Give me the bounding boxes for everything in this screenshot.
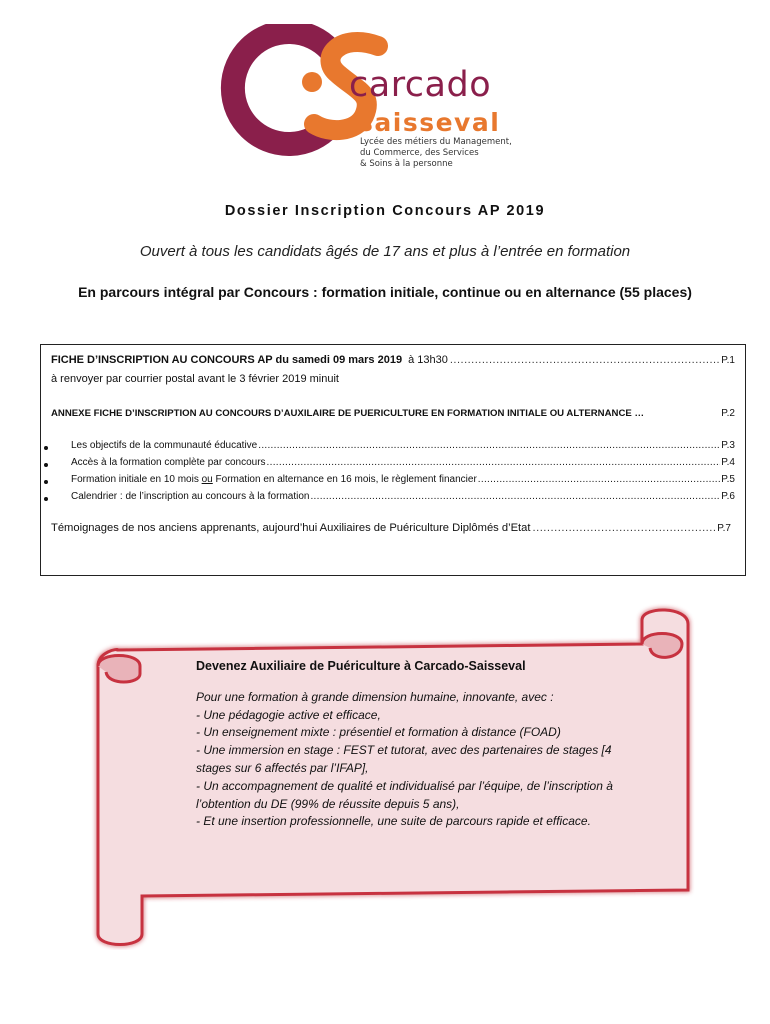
logo-tagline-line: du Commerce, des Services <box>360 148 479 158</box>
bullet-icon <box>44 446 48 450</box>
toc-fiche-title: FICHE D’INSCRIPTION AU CONCOURS AP du samedi 09 mars 2019 <box>51 354 403 366</box>
scroll-line: - Une immersion en stage : FEST et tutorat, avec des partenaires de stages [4 <box>196 743 612 758</box>
scroll-line: - Un accompagnement de qualité et individualisé par l’équipe, de l’inscription à <box>196 778 613 793</box>
toc-fiche-time: à 13h30 <box>408 354 448 366</box>
logo-tagline <box>360 137 512 170</box>
scroll-content <box>196 658 666 831</box>
list-item-text: Les objectifs de la communauté éducative <box>71 440 258 451</box>
document-title: Dossier Inscription Concours AP 2019 <box>224 203 546 219</box>
list-item <box>71 440 735 457</box>
scroll-line: stages sur 6 affectés par l’IFAP], <box>196 760 369 775</box>
toc-fiche-note: à renvoyer par courrier postal avant le 3 février 2019 minuit <box>51 373 339 385</box>
logo-tagline-line: Lycée des métiers du Management, <box>360 137 512 147</box>
toc-annexe-title: ANNEXE FICHE D’INSCRIPTION AU CONCOURS D’AUXILAIRE DE PUERICULTURE EN FORMATION INITIALE OU ALTERNANCE … <box>51 408 645 419</box>
list-item-text: Formation en alternance en 16 mois, le règlement financier <box>212 474 477 485</box>
toc-temoignages-title: Témoignages de nos anciens apprenants, aujourd’hui Auxiliaires de Puériculture Diplômés d’Etat <box>51 522 531 534</box>
toc-page-number: P.6 <box>721 491 735 502</box>
toc-page-number: P.1 <box>721 355 735 366</box>
list-item-text: Accès à la formation complète par concours <box>71 457 266 468</box>
logo-word-carcado: carcado <box>349 65 492 105</box>
toc-leader <box>310 491 720 502</box>
toc-leader <box>450 354 719 366</box>
toc-leader <box>532 522 715 534</box>
carcado-saisseval-logo <box>218 24 548 174</box>
document-subtitle: Ouvert à tous les candidats âgés de 17 ans et plus à l’entrée en formation <box>139 243 631 260</box>
toc-entry-annexe <box>51 408 735 419</box>
list-item <box>71 474 735 491</box>
list-item <box>71 491 735 508</box>
logo-word-saisseval: saisseval <box>358 108 501 137</box>
scroll-line: - Une pédagogie active et efficace, <box>196 707 381 722</box>
list-item <box>71 457 735 474</box>
toc-leader <box>267 457 721 468</box>
toc-page-number: P.4 <box>721 457 735 468</box>
toc-leader <box>258 440 720 451</box>
logo-tagline-line: & Soins à la personne <box>360 159 453 169</box>
toc-entry-temoignages <box>51 522 731 534</box>
toc-page-number: P.5 <box>721 474 735 485</box>
list-item-text: Formation initiale en 10 mois <box>71 474 202 485</box>
toc-leader <box>478 474 720 485</box>
scroll-heading: Devenez Auxiliaire de Puériculture à Carcado-Saisseval <box>196 659 526 673</box>
parcours-heading: En parcours intégral par Concours : formation initiale, continue ou en alternance (55 places) <box>78 284 692 300</box>
toc-entry-fiche <box>51 354 735 366</box>
scroll-body <box>196 689 666 831</box>
table-of-contents <box>40 344 746 576</box>
scroll-line: - Un enseignement mixte : présentiel et formation à distance (FOAD) <box>196 725 561 740</box>
list-item-text: Calendrier : de l’inscription au concours à la formation <box>71 491 310 502</box>
bullet-icon <box>44 463 48 467</box>
toc-page-number: P.7 <box>717 523 731 534</box>
toc-page-number: P.3 <box>721 440 735 451</box>
toc-bullet-list <box>71 440 735 508</box>
toc-page-number: P.2 <box>721 408 735 419</box>
scroll-line: l’obtention du DE (99% de réussite depuis 5 ans), <box>196 796 460 811</box>
scroll-line: Pour une formation à grande dimension humaine, innovante, avec : <box>196 689 554 704</box>
scroll-line: - Et une insertion professionnelle, une suite de parcours rapide et efficace. <box>196 814 591 829</box>
bullet-icon <box>44 497 48 501</box>
bullet-icon <box>44 480 48 484</box>
list-item-underlined-text: ou <box>201 474 213 485</box>
